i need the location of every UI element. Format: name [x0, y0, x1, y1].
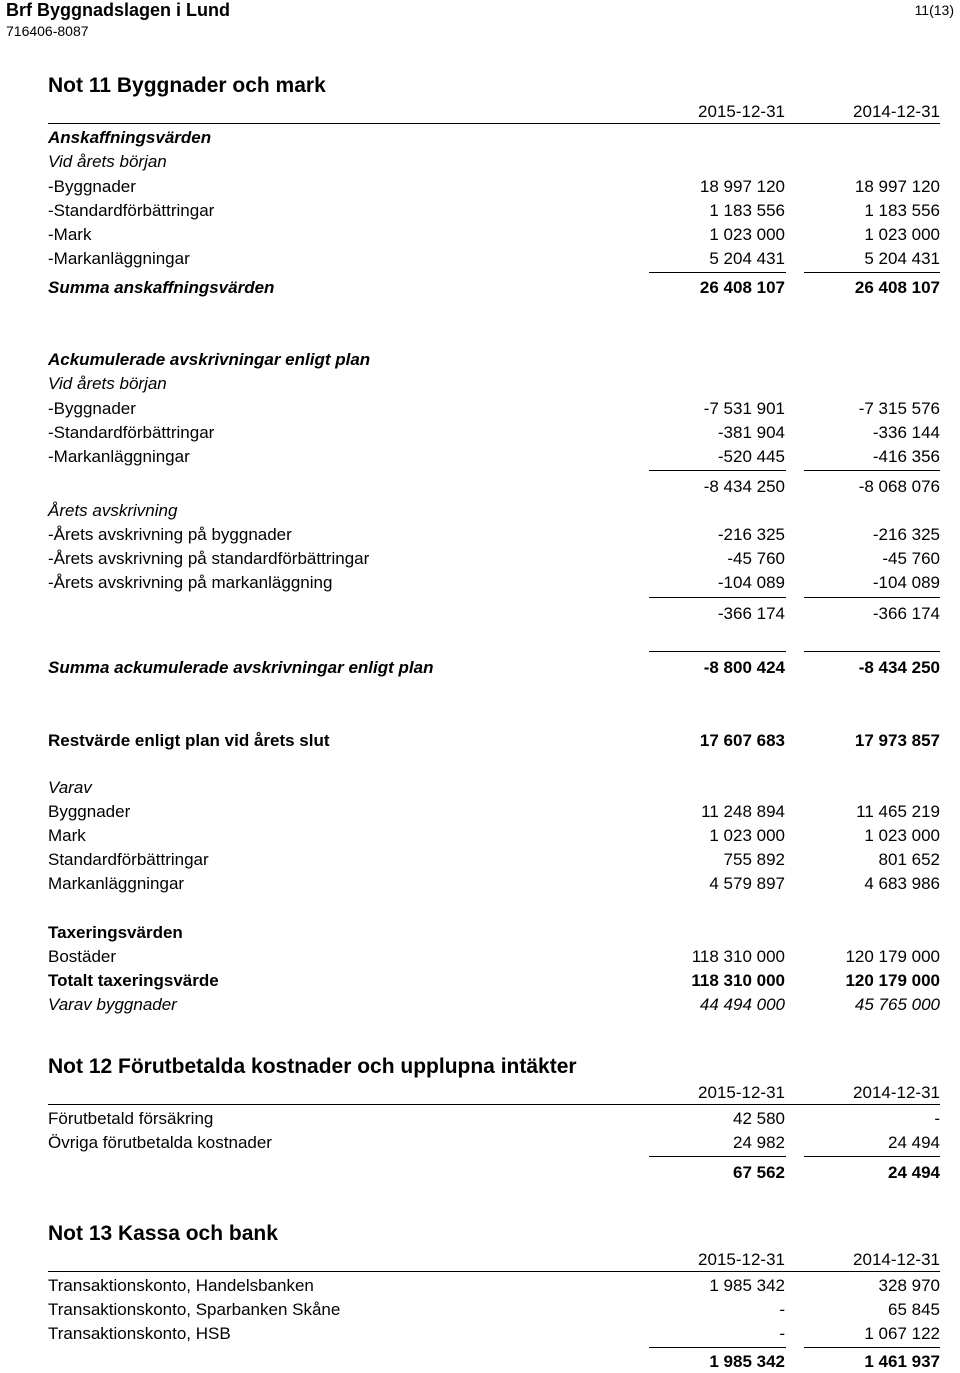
column-2015: 2015-12-31	[698, 1250, 785, 1269]
table-row	[48, 1323, 940, 1345]
value-2015: 11 248 894	[701, 802, 785, 821]
total-row	[48, 1162, 940, 1184]
note-12-column-header	[48, 1082, 940, 1105]
row-label: -Byggnader	[48, 177, 136, 196]
sum-rule	[649, 272, 786, 273]
value-2015: 44 494 000	[699, 995, 785, 1014]
value-2015: -381 904	[717, 423, 785, 442]
value-2014: -104 089	[872, 573, 940, 592]
value-2014: -45 760	[882, 549, 940, 568]
value-2014: 1 183 556	[864, 201, 940, 220]
row-label: Mark	[48, 826, 86, 845]
section-heading	[48, 922, 940, 944]
row-label: Förutbetald försäkring	[48, 1109, 214, 1128]
row-label: Transaktionskonto, Handelsbanken	[48, 1276, 314, 1295]
table-row	[48, 422, 940, 444]
subsection-heading	[48, 777, 940, 799]
anskaffningsvarden-heading: Anskaffningsvärden	[48, 128, 212, 147]
table-row	[48, 1299, 940, 1321]
table-row	[48, 248, 940, 270]
value-2015: 1 023 000	[709, 225, 785, 244]
table-row	[48, 946, 940, 968]
table-row	[48, 572, 940, 594]
row-label: Övriga förutbetalda kostnader	[48, 1133, 272, 1152]
value-2014: 24 494	[888, 1163, 940, 1182]
value-2015: -45 760	[727, 549, 785, 568]
total-row	[48, 1351, 940, 1373]
value-2014: 4 683 986	[864, 874, 940, 893]
vid-arets-borjan-label: Vid årets början	[48, 152, 167, 171]
note-11-title: Not 11 Byggnader och mark	[48, 74, 326, 97]
value-2015: 1 183 556	[709, 201, 785, 220]
column-2014: 2014-12-31	[853, 102, 940, 121]
page-number: 11(13)	[914, 2, 954, 18]
varav-label: Varav	[48, 778, 92, 797]
value-2015: -104 089	[717, 573, 785, 592]
section-heading	[48, 349, 940, 371]
table-row	[48, 398, 940, 420]
value-2015: 18 997 120	[699, 177, 785, 196]
value-2015: 1 985 342	[709, 1276, 785, 1295]
value-2014: -7 315 576	[858, 399, 940, 418]
row-label: Bostäder	[48, 947, 117, 966]
sum-rule	[804, 470, 940, 471]
value-2014: 26 408 107	[854, 278, 940, 297]
value-2015: -216 325	[717, 525, 785, 544]
note-11-column-header	[48, 101, 940, 124]
subsection-heading	[48, 373, 940, 395]
row-label: Markanläggningar	[48, 874, 185, 893]
restvarde-row	[48, 730, 940, 752]
sum-rule	[649, 651, 786, 652]
value-2014: -8 434 250	[858, 658, 940, 677]
value-2014: 1 461 937	[864, 1352, 940, 1371]
note-13-column-header	[48, 1249, 940, 1272]
row-label: -Byggnader	[48, 399, 136, 418]
column-2015: 2015-12-31	[698, 1083, 785, 1102]
row-label: -Mark	[48, 225, 92, 244]
vid-arets-borjan-label: Vid årets början	[48, 374, 167, 393]
sum-row	[48, 657, 940, 679]
subtotal-row	[48, 476, 940, 498]
table-row	[48, 200, 940, 222]
value-2014: -8 068 076	[858, 477, 940, 496]
value-2014: 1 067 122	[864, 1324, 940, 1343]
table-row	[48, 176, 940, 198]
table-row	[48, 825, 940, 847]
value-2015: 118 310 000	[691, 971, 785, 990]
value-2014: 45 765 000	[854, 995, 940, 1014]
sum-rule	[649, 1347, 786, 1348]
value-2015: 1 023 000	[709, 826, 785, 845]
row-label: -Årets avskrivning på standardförbättringar	[48, 549, 370, 568]
note-13-title: Not 13 Kassa och bank	[48, 1222, 278, 1245]
value-2015: -7 531 901	[703, 399, 785, 418]
sum-row	[48, 277, 940, 299]
row-label: Transaktionskonto, HSB	[48, 1324, 231, 1343]
sum-rule	[804, 651, 940, 652]
taxeringsvarden-heading: Taxeringsvärden	[48, 923, 183, 942]
sum-rule	[804, 597, 940, 598]
table-row	[48, 548, 940, 570]
table-row	[48, 849, 940, 871]
organization-number: 716406-8087	[6, 23, 89, 39]
value-2015: -	[779, 1300, 785, 1319]
row-label: Byggnader	[48, 802, 131, 821]
value-2015: -520 445	[717, 447, 785, 466]
row-label: Standardförbättringar	[48, 850, 209, 869]
row-label: -Årets avskrivning på markanläggning	[48, 573, 333, 592]
value-2015: 17 607 683	[699, 731, 785, 750]
sum-rule	[649, 597, 786, 598]
value-2015: 26 408 107	[699, 278, 785, 297]
section-heading	[48, 127, 940, 149]
value-2014: 11 465 219	[856, 802, 940, 821]
row-label: -Standardförbättringar	[48, 201, 215, 220]
value-2015: -	[779, 1324, 785, 1343]
ackumulerade-heading: Ackumulerade avskrivningar enligt plan	[48, 350, 371, 369]
row-label: Summa ackumulerade avskrivningar enligt plan	[48, 658, 434, 677]
subsection-heading	[48, 500, 940, 522]
sum-rule	[649, 1156, 786, 1157]
value-2015: -366 174	[717, 604, 785, 623]
table-row	[48, 446, 940, 468]
value-2015: 5 204 431	[709, 249, 785, 268]
table-row	[48, 524, 940, 546]
value-2014: -416 356	[872, 447, 940, 466]
value-2014: -216 325	[872, 525, 940, 544]
value-2014: 18 997 120	[854, 177, 940, 196]
value-2014: 17 973 857	[854, 731, 940, 750]
sum-rule	[804, 1156, 940, 1157]
table-row	[48, 1132, 940, 1154]
sum-rule	[804, 1347, 940, 1348]
value-2014: -366 174	[872, 604, 940, 623]
value-2014: 1 023 000	[864, 826, 940, 845]
row-label: -Markanläggningar	[48, 249, 190, 268]
value-2014: 65 845	[888, 1300, 940, 1319]
note-12-title: Not 12 Förutbetalda kostnader och upplupna intäkter	[48, 1055, 577, 1078]
table-row	[48, 801, 940, 823]
row-label: Varav byggnader	[48, 995, 177, 1014]
value-2015: -8 800 424	[703, 658, 785, 677]
value-2015: 4 579 897	[709, 874, 785, 893]
sum-rule	[804, 272, 940, 273]
value-2014: 5 204 431	[864, 249, 940, 268]
value-2014: 120 179 000	[845, 971, 940, 990]
value-2014: -336 144	[872, 423, 940, 442]
value-2014: 1 023 000	[864, 225, 940, 244]
row-label: Summa anskaffningsvärden	[48, 278, 275, 297]
arets-avskrivning-label: Årets avskrivning	[48, 501, 178, 520]
value-2015: 24 982	[733, 1133, 785, 1152]
value-2015: 67 562	[733, 1163, 785, 1182]
subtotal-row	[48, 603, 940, 625]
value-2014: -	[934, 1109, 940, 1128]
table-row	[48, 1275, 940, 1297]
row-label: Transaktionskonto, Sparbanken Skåne	[48, 1300, 341, 1319]
table-row	[48, 1108, 940, 1130]
column-2014: 2014-12-31	[853, 1083, 940, 1102]
row-label: Restvärde enligt plan vid årets slut	[48, 731, 330, 750]
value-2015: 118 310 000	[691, 947, 785, 966]
row-label: -Standardförbättringar	[48, 423, 215, 442]
value-2015: -8 434 250	[703, 477, 785, 496]
sum-rule	[649, 470, 786, 471]
sum-row	[48, 970, 940, 992]
table-row	[48, 224, 940, 246]
row-label: Totalt taxeringsvärde	[48, 971, 219, 990]
column-2015: 2015-12-31	[698, 102, 785, 121]
row-label: -Markanläggningar	[48, 447, 190, 466]
value-2014: 24 494	[888, 1133, 940, 1152]
table-row	[48, 873, 940, 895]
value-2015: 755 892	[723, 850, 785, 869]
value-2014: 120 179 000	[845, 947, 940, 966]
column-2014: 2014-12-31	[853, 1250, 940, 1269]
organization-name: Brf Byggnadslagen i Lund	[6, 0, 231, 20]
value-2014: 328 970	[878, 1276, 940, 1295]
value-2015: 42 580	[733, 1109, 785, 1128]
table-row	[48, 994, 940, 1016]
subsection-heading	[48, 151, 940, 173]
value-2015: 1 985 342	[709, 1352, 785, 1371]
value-2014: 801 652	[878, 850, 940, 869]
row-label: -Årets avskrivning på byggnader	[48, 525, 292, 544]
